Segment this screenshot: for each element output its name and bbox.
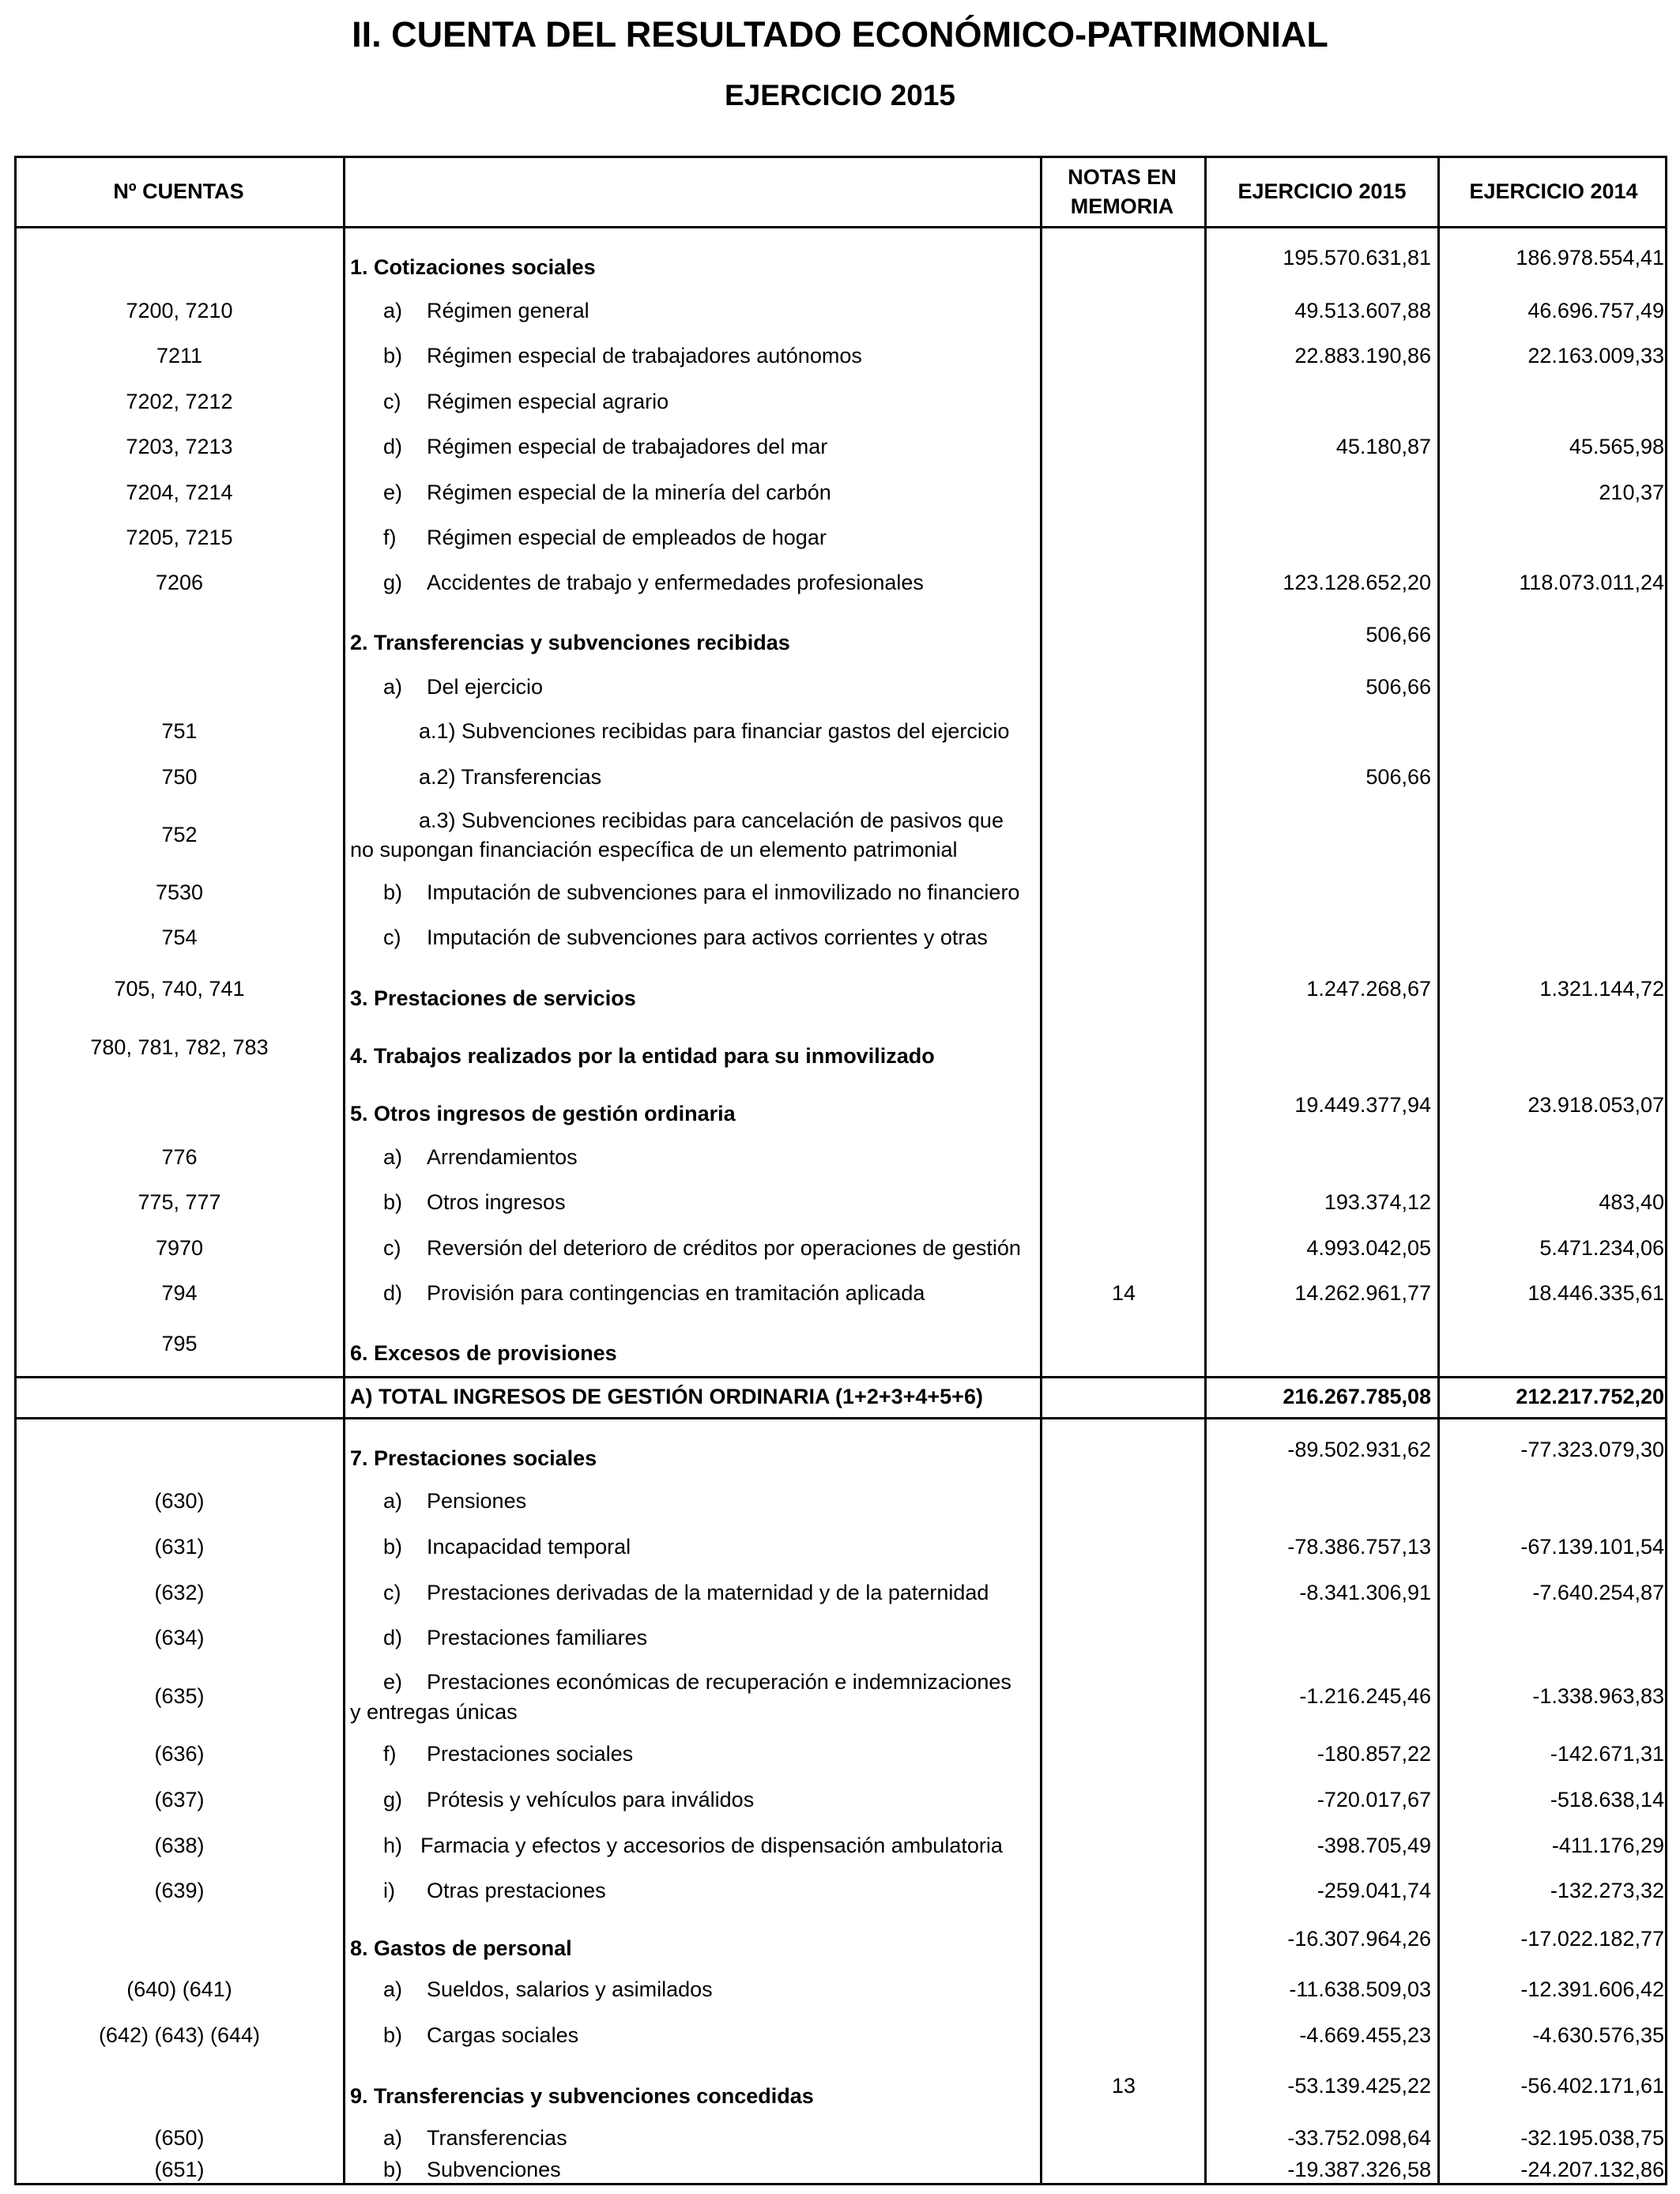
- account-number: 7205, 7215: [126, 526, 233, 549]
- total-label: A) TOTAL INGRESOS DE GESTIÓN ORDINARIA (1+2+3+4+5+6): [350, 1385, 983, 1408]
- value-2015: -4.669.455,23: [1299, 2023, 1431, 2047]
- item-label: Arrendamientos: [427, 1145, 578, 1169]
- item-label: Prestaciones económicas de recuperación e indemnizaciones: [427, 1670, 1011, 1694]
- item-label: a.1) Subvenciones recibidas para financiar gastos del ejercicio: [419, 719, 1010, 743]
- section-label: 7. Prestaciones sociales: [350, 1446, 597, 1470]
- section-label: 2. Transferencias y subvenciones recibidas: [350, 631, 790, 654]
- item-label: Sueldos, salarios y asimilados: [427, 1977, 713, 2001]
- account-number: 7970: [155, 1236, 204, 1260]
- account-number: (650): [154, 2126, 205, 2150]
- account-number: (636): [154, 1742, 205, 1766]
- item-marker: b): [383, 2023, 403, 2047]
- account-number: (631): [154, 1535, 205, 1559]
- item-label: Transferencias: [427, 2126, 567, 2150]
- value-2014: -142.671,31: [1550, 1742, 1664, 1766]
- value-2014: 46.696.757,49: [1527, 299, 1664, 322]
- value-2014: 45.565,98: [1569, 435, 1664, 458]
- value-2015: 22.883.190,86: [1294, 344, 1431, 368]
- column-divider: [1040, 156, 1042, 2185]
- page-title: II. CUENTA DEL RESULTADO ECONÓMICO-PATRIMONIAL: [352, 14, 1328, 55]
- value-2015: -8.341.306,91: [1299, 1581, 1431, 1604]
- item-label: Régimen especial agrario: [427, 390, 669, 413]
- item-marker: a): [383, 1489, 403, 1513]
- value-2014: 483,40: [1599, 1190, 1664, 1214]
- account-number: (638): [154, 1834, 205, 1857]
- value-2014: 5.471.234,06: [1539, 1236, 1664, 1260]
- total-2014: 212.217.752,20: [1516, 1385, 1664, 1408]
- item-marker: a): [383, 675, 403, 699]
- value-2015: 19.449.377,94: [1294, 1093, 1431, 1117]
- value-2015: -259.041,74: [1317, 1879, 1431, 1902]
- header-cuentas: Nº CUENTAS: [113, 179, 244, 204]
- account-number: (640) (641): [126, 1977, 232, 2001]
- note-reference: 13: [1111, 2074, 1136, 2098]
- account-number: 7200, 7210: [126, 299, 233, 322]
- item-marker: b): [383, 1190, 403, 1214]
- item-marker: h): [383, 1834, 403, 1857]
- value-2014: -1.338.963,83: [1532, 1684, 1664, 1708]
- account-number: 794: [161, 1281, 198, 1305]
- value-2014: 23.918.053,07: [1527, 1093, 1664, 1117]
- item-label: Imputación de subvenciones para el inmovilizado no financiero: [427, 880, 1020, 904]
- value-2015: -19.387.326,58: [1287, 2158, 1431, 2181]
- account-number: 7203, 7213: [126, 435, 233, 458]
- value-2014: -132.273,32: [1550, 1879, 1664, 1902]
- value-2015: -398.705,49: [1317, 1834, 1431, 1857]
- item-label: Reversión del deterioro de créditos por operaciones de gestión: [427, 1236, 1021, 1260]
- value-2015: -1.216.245,46: [1299, 1684, 1431, 1708]
- item-label-continued: y entregas únicas: [350, 1700, 518, 1724]
- value-2015: 49.513.607,88: [1294, 299, 1431, 322]
- value-2015: 506,66: [1365, 623, 1431, 647]
- section-label: 6. Excesos de provisiones: [350, 1341, 617, 1365]
- account-number: (630): [154, 1489, 205, 1513]
- value-2014: 1.321.144,72: [1539, 977, 1664, 1001]
- value-2014: 18.446.335,61: [1527, 1281, 1664, 1305]
- value-2014: -77.323.079,30: [1520, 1438, 1664, 1461]
- item-marker: d): [383, 1626, 403, 1649]
- item-marker: a): [383, 299, 403, 322]
- item-marker: i): [383, 1879, 395, 1902]
- item-marker: d): [383, 1281, 403, 1305]
- page-subtitle: EJERCICIO 2015: [724, 79, 956, 111]
- item-marker: a): [383, 1145, 403, 1169]
- section-label: 9. Transferencias y subvenciones concedidas: [350, 2084, 814, 2108]
- value-2015: -33.752.098,64: [1287, 2126, 1431, 2150]
- item-marker: b): [383, 344, 403, 368]
- account-number: 754: [161, 925, 198, 949]
- item-marker: a): [383, 1977, 403, 2001]
- item-label: Farmacia y efectos y accesorios de dispensación ambulatoria: [420, 1834, 1003, 1857]
- item-label: Del ejercicio: [427, 675, 544, 699]
- account-number: 7530: [155, 880, 204, 904]
- account-number: 7211: [156, 344, 203, 368]
- item-label: Prestaciones familiares: [427, 1626, 648, 1649]
- item-label: Régimen especial de trabajadores autónomos: [427, 344, 862, 368]
- item-marker: c): [383, 1236, 401, 1260]
- account-number: 705, 740, 741: [114, 977, 245, 1001]
- value-2014: 210,37: [1599, 481, 1664, 504]
- account-number: (637): [154, 1788, 205, 1811]
- item-marker: e): [383, 481, 403, 504]
- value-2015: 195.570.631,81: [1283, 246, 1431, 270]
- note-reference: 14: [1111, 1281, 1136, 1305]
- account-number: (639): [154, 1879, 205, 1902]
- item-marker: b): [383, 880, 403, 904]
- value-2015: -89.502.931,62: [1287, 1438, 1431, 1461]
- item-marker: c): [383, 1581, 401, 1604]
- item-label-continued: no supongan financiación específica de un elemento patrimonial: [350, 838, 958, 861]
- item-label: Subvenciones: [427, 2158, 561, 2181]
- item-label: Imputación de subvenciones para activos corrientes y otras: [427, 925, 988, 949]
- total-top-divider: [14, 1376, 1667, 1378]
- item-label: a.2) Transferencias: [419, 765, 602, 789]
- item-label: Otros ingresos: [427, 1190, 566, 1214]
- value-2014: 186.978.554,41: [1516, 246, 1664, 270]
- value-2015: -53.139.425,22: [1287, 2074, 1431, 2098]
- value-2014: -518.638,14: [1550, 1788, 1664, 1811]
- value-2015: 506,66: [1365, 765, 1431, 789]
- value-2015: 1.247.268,67: [1306, 977, 1431, 1001]
- account-number: (632): [154, 1581, 205, 1604]
- total-bottom-divider: [14, 1417, 1667, 1419]
- item-marker: g): [383, 1788, 403, 1811]
- item-marker: g): [383, 571, 403, 594]
- value-2015: 45.180,87: [1335, 435, 1431, 458]
- value-2014: -32.195.038,75: [1520, 2126, 1664, 2150]
- header-ejercicio-2014: EJERCICIO 2014: [1469, 179, 1638, 204]
- account-number: 795: [161, 1332, 198, 1355]
- item-marker: b): [383, 2158, 403, 2181]
- account-number: (635): [154, 1684, 205, 1708]
- value-2014: -4.630.576,35: [1532, 2023, 1664, 2047]
- header-divider: [14, 226, 1667, 228]
- value-2015: 4.993.042,05: [1306, 1236, 1431, 1260]
- header-ejercicio-2015: EJERCICIO 2015: [1237, 179, 1407, 204]
- account-number: 751: [161, 719, 198, 743]
- value-2014: -67.139.101,54: [1520, 1535, 1664, 1559]
- value-2015: -11.638.509,03: [1289, 1977, 1431, 2001]
- item-label: Provisión para contingencias en tramitación aplicada: [427, 1281, 925, 1305]
- section-label: 5. Otros ingresos de gestión ordinaria: [350, 1102, 736, 1125]
- item-marker: b): [383, 1535, 403, 1559]
- section-label: 1. Cotizaciones sociales: [350, 255, 596, 279]
- value-2014: -411.176,29: [1551, 1834, 1664, 1857]
- item-label: Régimen general: [427, 299, 590, 322]
- item-label: Pensiones: [427, 1489, 527, 1513]
- value-2015: 193.374,12: [1324, 1190, 1431, 1214]
- value-2015: -16.307.964,26: [1287, 1927, 1431, 1951]
- section-label: 8. Gastos de personal: [350, 1936, 572, 1960]
- account-number: 775, 777: [137, 1190, 221, 1214]
- item-marker: d): [383, 435, 403, 458]
- item-marker: a): [383, 2126, 403, 2150]
- account-number: 752: [161, 823, 198, 846]
- value-2014: -7.640.254,87: [1532, 1581, 1664, 1604]
- account-number: 750: [161, 765, 198, 789]
- item-label: Cargas sociales: [427, 2023, 579, 2047]
- item-label: Accidentes de trabajo y enfermedades profesionales: [427, 571, 924, 594]
- item-marker: c): [383, 390, 401, 413]
- value-2015: 506,66: [1365, 675, 1431, 699]
- value-2015: -720.017,67: [1317, 1788, 1431, 1811]
- account-number: 780, 781, 782, 783: [90, 1035, 269, 1059]
- value-2015: -78.386.757,13: [1287, 1535, 1431, 1559]
- item-label: a.3) Subvenciones recibidas para cancelación de pasivos que: [419, 809, 1004, 832]
- item-label: Régimen especial de la minería del carbón: [427, 481, 831, 504]
- account-number: (634): [154, 1626, 205, 1649]
- value-2015: 123.128.652,20: [1283, 571, 1431, 594]
- item-label: Prótesis y vehículos para inválidos: [427, 1788, 755, 1811]
- header-notas: NOTAS EN MEMORIA: [1068, 164, 1177, 218]
- total-2015: 216.267.785,08: [1283, 1385, 1431, 1408]
- section-label: 3. Prestaciones de servicios: [350, 986, 636, 1010]
- item-marker: f): [383, 526, 397, 549]
- item-label: Régimen especial de trabajadores del mar: [427, 435, 828, 458]
- account-number: 7206: [155, 571, 204, 594]
- value-2014: 118.073.011,24: [1519, 571, 1664, 594]
- value-2014: -56.402.171,61: [1520, 2074, 1664, 2098]
- account-number: 776: [161, 1145, 198, 1169]
- account-number: (651): [154, 2158, 205, 2181]
- item-label: Prestaciones sociales: [427, 1742, 634, 1766]
- value-2014: -12.391.606,42: [1520, 1977, 1664, 2001]
- value-2014: -24.207.132,86: [1520, 2158, 1664, 2181]
- item-label: Régimen especial de empleados de hogar: [427, 526, 827, 549]
- item-label: Otras prestaciones: [427, 1879, 606, 1902]
- value-2014: -17.022.182,77: [1520, 1927, 1664, 1951]
- account-number: (642) (643) (644): [98, 2023, 261, 2047]
- item-label: Prestaciones derivadas de la maternidad y de la paternidad: [427, 1581, 989, 1604]
- account-number: 7202, 7212: [126, 390, 233, 413]
- item-marker: e): [383, 1670, 403, 1694]
- item-marker: f): [383, 1742, 397, 1766]
- account-number: 7204, 7214: [126, 481, 233, 504]
- item-label: Incapacidad temporal: [427, 1535, 631, 1559]
- value-2015: 14.262.961,77: [1294, 1281, 1431, 1305]
- section-label: 4. Trabajos realizados por la entidad para su inmovilizado: [350, 1044, 935, 1068]
- item-marker: c): [383, 925, 401, 949]
- value-2014: 22.163.009,33: [1527, 344, 1664, 368]
- value-2015: -180.857,22: [1317, 1742, 1431, 1766]
